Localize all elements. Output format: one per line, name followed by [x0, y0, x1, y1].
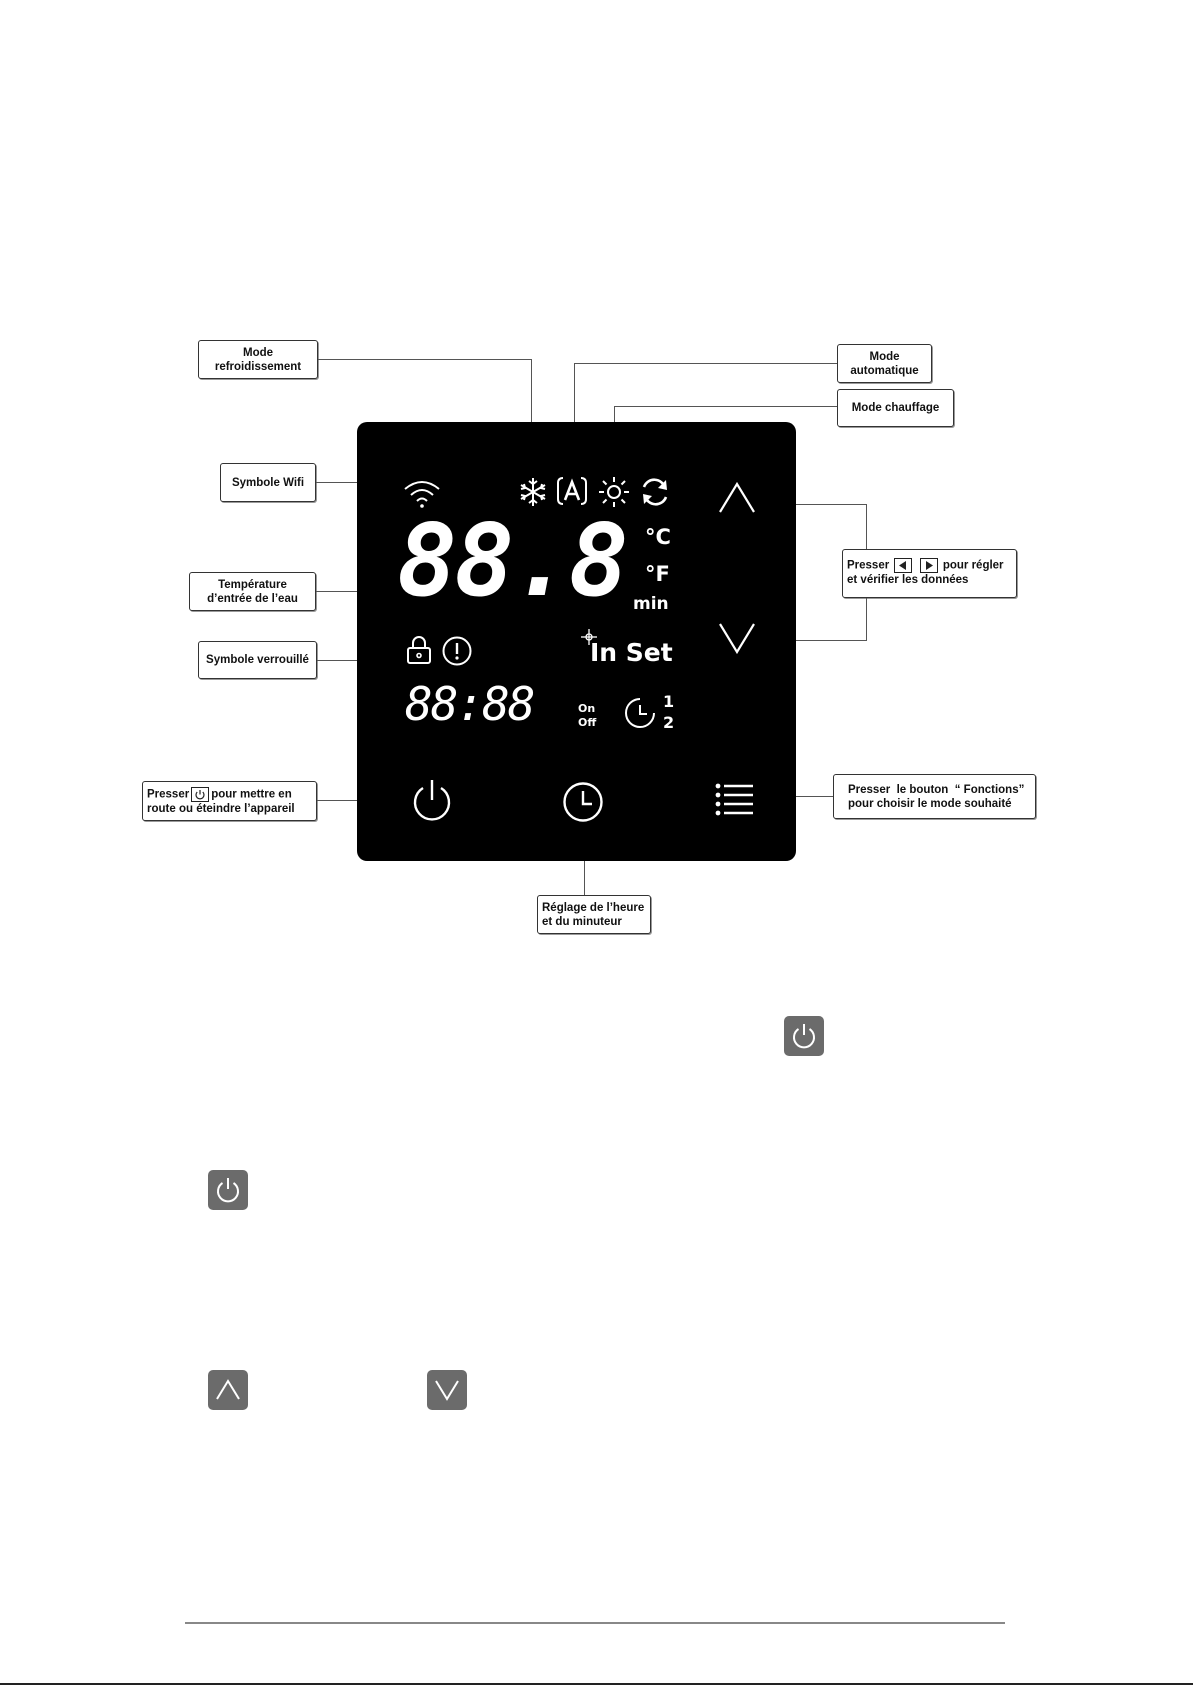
functions-line2: pour choisir le mode souhaité [848, 798, 1012, 810]
callout-functions [833, 774, 1036, 819]
on-label: On [578, 702, 596, 715]
leader-down-v [866, 598, 867, 641]
footer-divider [185, 1622, 1005, 1624]
down-icon[interactable] [717, 622, 757, 656]
unit-min: min [633, 594, 669, 614]
unit-fahrenheit: °F [645, 562, 670, 586]
power-key-icon [191, 787, 209, 802]
in-set-label: In Set [590, 638, 673, 667]
timer-clock-icon [623, 696, 657, 730]
callout-water-temp: Température d’entrée de l’eau [189, 572, 316, 611]
adjust-suffix: pour régler [942, 559, 1004, 572]
power-icon[interactable] [410, 778, 454, 824]
power-key-2 [208, 1170, 248, 1210]
up-key [208, 1370, 248, 1410]
off-label: Off [578, 716, 597, 729]
callout-wifi-symbol: Symbole Wifi [220, 463, 316, 502]
down-key [427, 1370, 467, 1410]
unit-celsius: °C [645, 525, 671, 549]
lock-icon [405, 634, 433, 666]
time-digits: 88:88 [405, 677, 534, 731]
temperature-digits: 88.8 [397, 502, 626, 619]
callout-cooling-mode: Mode refroidissement [198, 340, 318, 379]
functions-line1: Presser le bouton “ Fonctions” [848, 784, 1025, 796]
menu-icon[interactable] [715, 782, 755, 818]
leader-auto-h [574, 363, 837, 364]
alert-icon [441, 635, 473, 667]
callout-clock-setting: Réglage de l’heure et du minuteur [537, 895, 651, 934]
timer-2: 2 [663, 713, 675, 732]
callout-heating-mode: Mode chauffage [837, 389, 954, 427]
power-suffix: pour mettre en [211, 788, 292, 801]
refresh-icon [638, 475, 672, 509]
adjust-prefix: Presser [847, 559, 890, 572]
control-panel [357, 422, 796, 861]
callout-lock-symbol: Symbole verrouillé [198, 641, 317, 679]
callout-auto-mode: Mode automatique [837, 344, 932, 383]
power-key-icon [790, 1022, 818, 1050]
up-key-icon [214, 1378, 242, 1402]
power-key-icon-2 [214, 1176, 242, 1204]
up-icon[interactable] [717, 480, 757, 514]
callout-power [142, 781, 317, 821]
down-key-icon [433, 1378, 461, 1402]
left-key-icon [894, 558, 912, 573]
leader-cooling-h [318, 359, 532, 360]
timer-1: 1 [663, 692, 675, 711]
adjust-line2: et vérifier les données [847, 574, 969, 586]
clock-icon[interactable] [561, 780, 605, 824]
power-key [784, 1016, 824, 1056]
callout-adjust [842, 549, 1017, 598]
leader-up-v [866, 504, 867, 549]
power-prefix: Presser [147, 788, 190, 801]
right-key-icon [920, 558, 938, 573]
power-line2: route ou éteindre l’appareil [147, 803, 295, 815]
leader-heat-h [614, 406, 837, 407]
